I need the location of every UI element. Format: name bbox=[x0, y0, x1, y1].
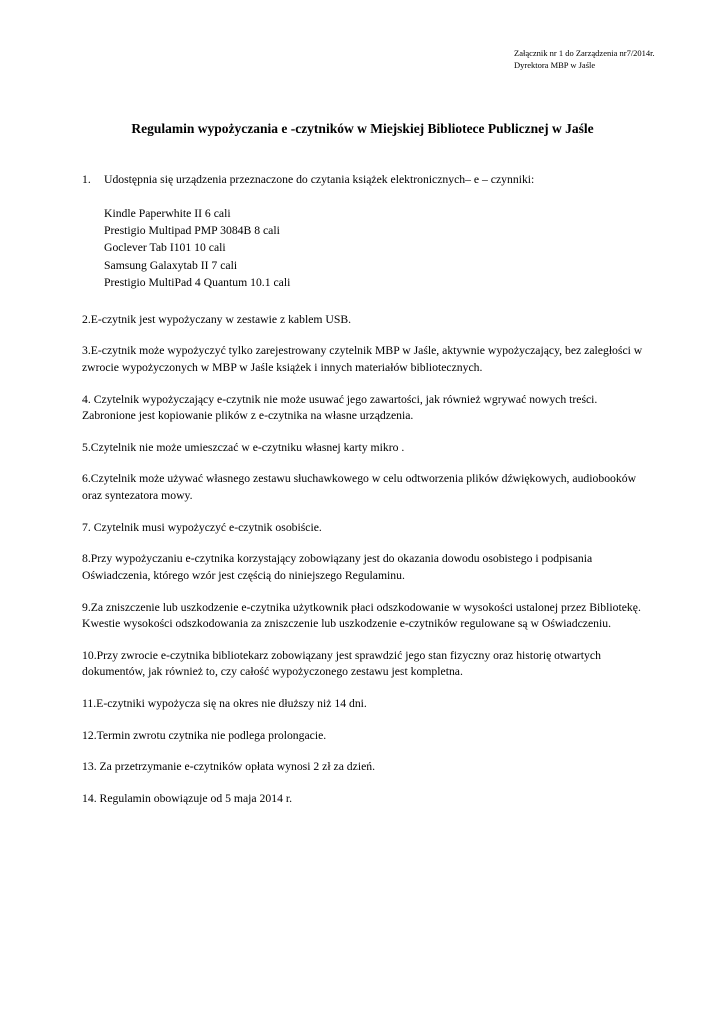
list-item: Prestigio Multipad PMP 3084B 8 cali bbox=[104, 224, 280, 238]
list-item: Samsung Galaxytab II 7 cali bbox=[104, 258, 238, 272]
list-item-text: Udostępnia się urządzenia przeznaczone do czytania książek elektronicznych– e – czynniki: bbox=[104, 173, 535, 186]
paragraph-12: 12.Termin zwrotu czytnika nie podlega prolongacie. bbox=[82, 728, 327, 742]
paragraph-7: 7. Czytelnik musi wypożyczyć e-czytnik osobiście. bbox=[82, 520, 322, 534]
device-list bbox=[82, 205, 652, 292]
list-item: Prestigio MultiPad 4 Quantum 10.1 cali bbox=[104, 276, 291, 290]
list-item-number: 1. bbox=[82, 173, 91, 186]
paragraph-11: 11.E-czytniki wypożycza się na okres nie dłuższy niż 14 dni. bbox=[82, 696, 367, 710]
list-item bbox=[82, 172, 652, 189]
paragraph-4: 4. Czytelnik wypożyczający e-czytnik nie może usuwać jego zawartości, jak również wgrywać nowych treści. Zabronione jest kopiowanie plików z e-czytnika na własne urządzenia. bbox=[82, 392, 598, 423]
paragraph-13: 13. Za przetrzymanie e-czytników opłata wynosi 2 zł za dzień. bbox=[82, 760, 376, 774]
list-item: Kindle Paperwhite II 6 cali bbox=[104, 206, 231, 220]
header-annotation-line-1: Załącznik nr 1 do Zarządzenia nr7/2014r. bbox=[514, 48, 655, 58]
document-body bbox=[82, 172, 652, 822]
paragraph-14: 14. Regulamin obowiązuje od 5 maja 2014 r. bbox=[82, 791, 293, 805]
paragraph-5: 5.Czytelnik nie może umieszczać w e-czytniku własnej karty mikro . bbox=[82, 440, 405, 454]
paragraph-3: 3.E-czytnik może wypożyczyć tylko zarejestrowany czytelnik MBP w Jaśle, aktywnie wypożyczający, bez zaległości w zwrocie wypożyczonych w MBP w Jaśle książek i innych materiałów bibliotecznych. bbox=[82, 344, 643, 375]
paragraph-2: 2.E-czytnik jest wypożyczany w zestawie z kablem USB. bbox=[82, 312, 352, 326]
header-annotation-line-2: Dyrektora MBP w Jaśle bbox=[514, 60, 596, 71]
paragraph-8: 8.Przy wypożyczaniu e-czytnika korzystający zobowiązany jest do okazania dowodu osobistego i podpisania Oświadczenia, którego wzór jest częścią do niniejszego Regulaminu. bbox=[82, 552, 593, 582]
list-item: Goclever Tab I101 10 cali bbox=[104, 241, 226, 255]
header-annotation bbox=[514, 47, 655, 72]
paragraph-10: 10.Przy zwrocie e-czytnika bibliotekarz zobowiązany jest sprawdzić jego stan fizyczny oraz historię otwartych dokumentów, jak również to, czy całość wypożyczonego zestawu jest kompletna. bbox=[82, 648, 601, 679]
paragraph-9: 9.Za zniszczenie lub uszkodzenie e-czytnika użytkownik płaci odszkodowanie w wysokości ustalonej przez Bibliotekę. Kwestie wysokości odszkodowania za zniszczenie lub uszkodzenie e-czytników regulowane są w Oświadczeniu. bbox=[82, 600, 641, 631]
page-title: Regulamin wypożyczania e -czytników w Miejskiej Bibliotece Publicznej w Jaśle bbox=[131, 121, 594, 136]
paragraph-6: 6.Czytelnik może używać własnego zestawu słuchawkowego w celu odtworzenia plików dźwiękowych, audiobooków oraz syntezatora mowy. bbox=[82, 472, 637, 503]
